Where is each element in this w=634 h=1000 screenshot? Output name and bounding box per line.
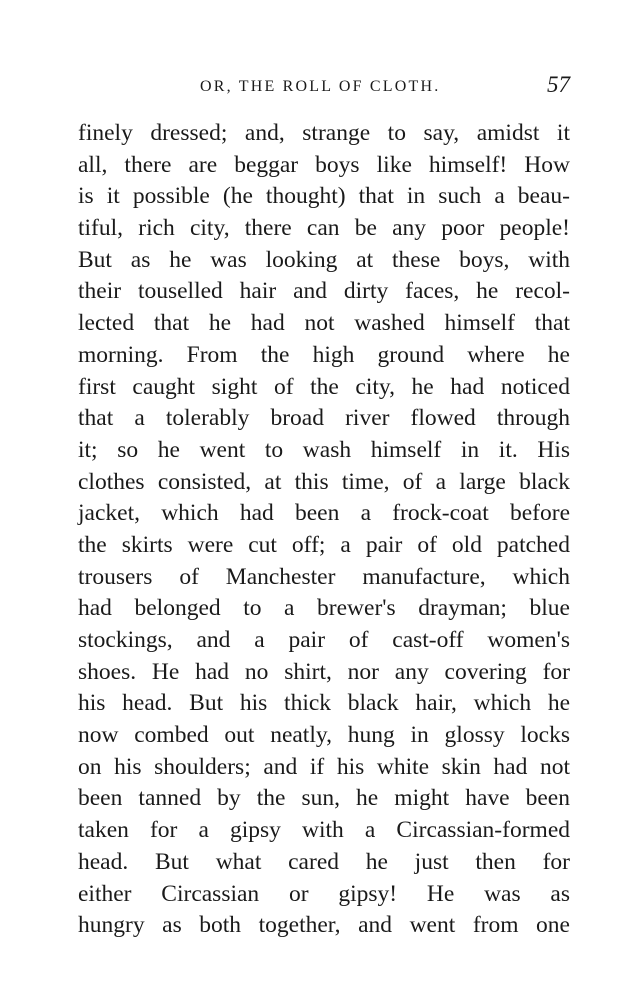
text-line: first caught sight of the city, he had noticed — [78, 373, 570, 400]
text-line: either Circassian or gipsy! He was as — [78, 880, 570, 907]
text-line: it; so he went to wash himself in it. His — [78, 436, 570, 463]
text-line: their touselled hair and dirty faces, he recol- — [78, 278, 570, 305]
text-line: hungry as both together, and went from one — [78, 912, 570, 939]
text-line: on his shoulders; and if his white skin had not — [78, 753, 570, 780]
text-line: taken for a gipsy with a Circassian-formed — [78, 817, 570, 844]
text-line: jacket, which had been a frock-coat before — [78, 500, 570, 527]
text-line: is it possible (he thought) that in such a beau- — [78, 183, 570, 210]
text-line: But as he was looking at these boys, with — [78, 246, 570, 273]
text-line: the skirts were cut off; a pair of old patched — [78, 531, 570, 558]
text-line: stockings, and a pair of cast-off women's — [78, 627, 570, 653]
running-title: OR, THE ROLL OF CLOTH. — [200, 78, 441, 95]
text-line: his head. But his thick black hair, which he — [78, 690, 570, 717]
running-head — [78, 72, 570, 102]
text-line: head. But what cared he just then for — [78, 848, 570, 875]
text-line: lected that he had not washed himself that — [78, 310, 570, 337]
body-text — [78, 118, 570, 942]
text-line: that a tolerably broad river flowed through — [78, 405, 570, 432]
text-line: now combed out neatly, hung in glossy locks — [78, 722, 570, 749]
text-line: clothes consisted, at this time, of a large black — [78, 468, 570, 495]
text-line: shoes. He had no shirt, nor any covering for — [78, 658, 570, 685]
page-number: 57 — [547, 72, 570, 97]
text-line: had belonged to a brewer's drayman; blue — [78, 595, 570, 622]
text-line: all, there are beggar boys like himself! How — [78, 151, 570, 178]
text-line: trousers of Manchester manufacture, which — [78, 563, 570, 590]
text-line: finely dressed; and, strange to say, amidst it — [78, 120, 570, 146]
text-line: morning. From the high ground where he — [78, 341, 570, 368]
text-line: tiful, rich city, there can be any poor people! — [78, 215, 570, 242]
text-line: been tanned by the sun, he might have been — [78, 785, 570, 812]
